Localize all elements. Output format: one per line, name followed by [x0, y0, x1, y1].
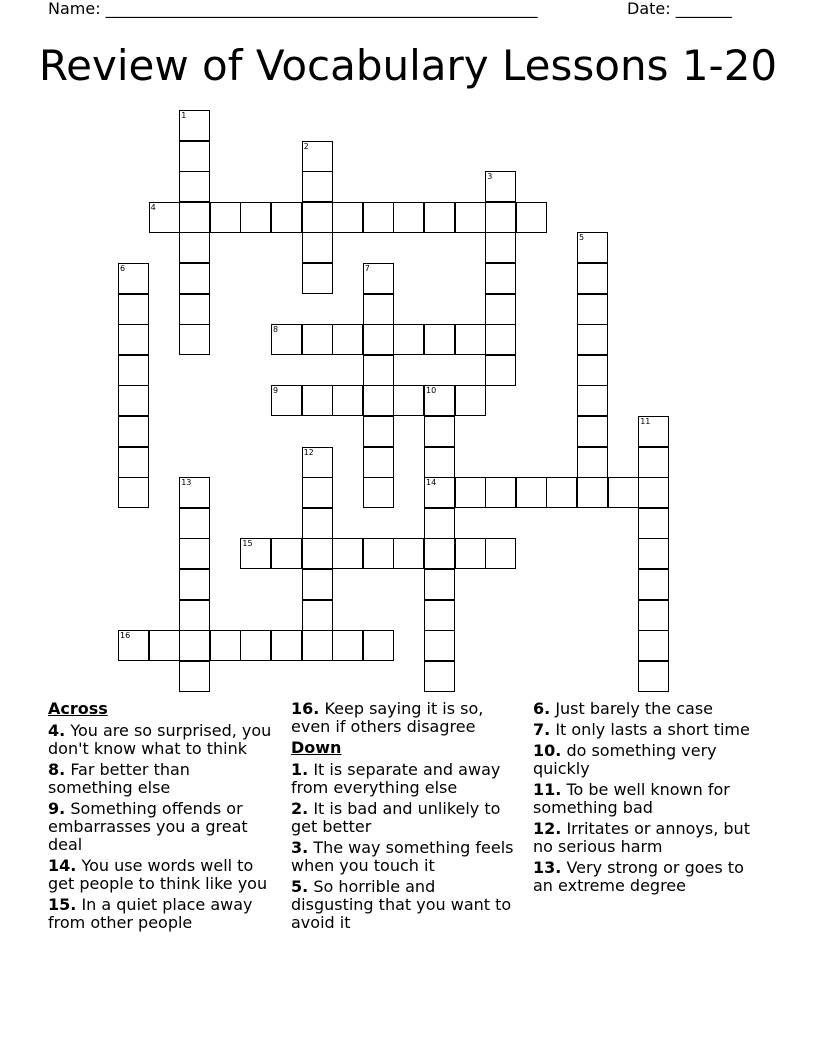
crossword-cell[interactable] [485, 232, 516, 263]
crossword-cell[interactable] [393, 538, 424, 569]
crossword-cell[interactable] [455, 324, 486, 355]
crossword-cell[interactable] [149, 202, 180, 233]
crossword-cell[interactable] [118, 630, 149, 661]
clue-down-6: 6. Just barely the case [533, 699, 714, 718]
crossword-cell[interactable] [363, 477, 394, 508]
clue-column-2 [291, 700, 521, 935]
clue-down-7: 7. It only lasts a short time [533, 720, 750, 739]
crossword-cell[interactable] [393, 202, 424, 233]
crossword-cell[interactable] [240, 538, 271, 569]
crossword-cell[interactable] [179, 538, 210, 569]
crossword-cell[interactable] [363, 538, 394, 569]
crossword-cell[interactable] [424, 447, 455, 478]
crossword-cell[interactable] [485, 171, 516, 202]
crossword-cell[interactable] [149, 630, 180, 661]
crossword-cell[interactable] [240, 202, 271, 233]
crossword-cell[interactable] [302, 232, 333, 263]
crossword-cell[interactable] [424, 324, 455, 355]
crossword-cell[interactable] [455, 538, 486, 569]
clue-number: 10 [426, 386, 437, 396]
crossword-cell[interactable] [638, 630, 669, 661]
crossword-cell[interactable] [638, 569, 669, 600]
crossword-cell[interactable] [118, 385, 149, 416]
clue-number: 5 [579, 233, 585, 243]
crossword-cell[interactable] [455, 477, 486, 508]
crossword-cell[interactable] [302, 569, 333, 600]
clue-across-16: 16. Keep saying it is so, even if others disagree [291, 699, 484, 736]
clue-down-3: 3. The way something feels when you touch it [291, 838, 514, 875]
crossword-cell[interactable] [363, 385, 394, 416]
crossword-cell[interactable] [424, 477, 455, 508]
crossword-cell[interactable] [363, 202, 394, 233]
crossword-cell[interactable] [332, 202, 363, 233]
clue-column-3 [533, 700, 763, 898]
clue-number: 11 [640, 417, 651, 426]
crossword-cell[interactable] [118, 263, 149, 294]
crossword-cell[interactable] [179, 294, 210, 325]
crossword-cell[interactable] [179, 569, 210, 600]
crossword-cell[interactable] [118, 294, 149, 325]
crossword-cell[interactable] [485, 202, 516, 233]
name-label: Name: ______________________________________________________ [48, 0, 538, 18]
crossword-cell[interactable] [577, 355, 608, 386]
crossword-cell[interactable] [179, 263, 210, 294]
clue-down-1: 1. It is separate and away from everything else [291, 760, 501, 797]
crossword-cell[interactable] [179, 324, 210, 355]
crossword-cell[interactable] [302, 171, 333, 202]
crossword-cell[interactable] [424, 385, 455, 416]
crossword-cell[interactable] [271, 538, 302, 569]
crossword-cell[interactable] [638, 538, 669, 569]
clue-down-10: 10. do something very quickly [533, 741, 717, 778]
crossword-cell[interactable] [179, 508, 210, 539]
crossword-cell[interactable] [638, 508, 669, 539]
crossword-cell[interactable] [118, 447, 149, 478]
clue-number: 15 [242, 539, 253, 549]
crossword-cell[interactable] [424, 508, 455, 539]
clue-number: 13 [181, 478, 192, 488]
crossword-cell[interactable] [485, 263, 516, 294]
crossword-cell[interactable] [179, 232, 210, 263]
date-label: Date: _______ [627, 0, 732, 18]
crossword-cell[interactable] [424, 416, 455, 447]
crossword-cell[interactable] [302, 202, 333, 233]
crossword-cell[interactable] [210, 202, 241, 233]
clue-down-12: 12. Irritates or annoys, but no serious harm [533, 819, 750, 856]
clue-number: 2 [303, 141, 309, 151]
crossword-cell[interactable] [179, 141, 210, 172]
crossword-cell[interactable] [485, 294, 516, 325]
clue-across-8: 8. Far better than something else [48, 760, 190, 797]
crossword-cell[interactable] [118, 477, 149, 508]
crossword-cell[interactable] [332, 324, 363, 355]
crossword-cell[interactable] [363, 324, 394, 355]
crossword-cell[interactable] [424, 630, 455, 661]
crossword-cell[interactable] [577, 477, 608, 508]
crossword-cell[interactable] [302, 508, 333, 539]
crossword-cell[interactable] [455, 385, 486, 416]
crossword-cell[interactable] [485, 324, 516, 355]
crossword-cell[interactable] [179, 600, 210, 631]
crossword-cell[interactable] [271, 202, 302, 233]
crossword-cell[interactable] [638, 477, 669, 508]
crossword-cell[interactable] [302, 263, 333, 294]
crossword-cell[interactable] [455, 202, 486, 233]
crossword-cell[interactable] [485, 538, 516, 569]
clue-down-2: 2. It is bad and unlikely to get better [291, 799, 501, 836]
crossword-cell[interactable] [302, 600, 333, 631]
crossword-cell[interactable] [638, 600, 669, 631]
clue-across-9: 9. Something offends or embarrasses you a great deal [48, 799, 248, 854]
crossword-cell[interactable] [302, 538, 333, 569]
crossword-cell[interactable] [638, 416, 669, 447]
crossword-cell[interactable] [546, 477, 577, 508]
crossword-cell[interactable] [118, 416, 149, 447]
crossword-cell[interactable] [363, 416, 394, 447]
crossword-cell[interactable] [638, 661, 669, 692]
crossword-cell[interactable] [118, 324, 149, 355]
crossword-cell[interactable] [577, 385, 608, 416]
crossword-cell[interactable] [179, 661, 210, 692]
crossword-cell[interactable] [424, 600, 455, 631]
crossword-cell[interactable] [302, 385, 333, 416]
crossword-cell[interactable] [485, 477, 516, 508]
across-heading: Across [48, 699, 108, 718]
down-heading: Down [291, 738, 342, 757]
crossword-cell[interactable] [302, 477, 333, 508]
crossword-cell[interactable] [577, 324, 608, 355]
clue-across-15: 15. In a quiet place away from other people [48, 895, 253, 932]
crossword-cell[interactable] [577, 416, 608, 447]
crossword-cell[interactable] [118, 355, 149, 386]
crossword-cell[interactable] [271, 324, 302, 355]
crossword-cell[interactable] [302, 141, 333, 172]
crossword-cell[interactable] [638, 447, 669, 478]
crossword-cell[interactable] [363, 630, 394, 661]
crossword-cell[interactable] [363, 294, 394, 325]
clue-number: 1 [181, 111, 187, 120]
page-title: Review of Vocabulary Lessons 1-20 [38, 41, 778, 90]
clue-number: 14 [426, 478, 437, 488]
crossword-cell[interactable] [332, 538, 363, 569]
crossword-cell[interactable] [577, 263, 608, 294]
crossword-cell[interactable] [424, 661, 455, 692]
crossword-cell[interactable] [393, 324, 424, 355]
clue-down-13: 13. Very strong or goes to an extreme degree [533, 858, 744, 895]
clue-down-11: 11. To be well known for something bad [533, 780, 730, 817]
crossword-cell[interactable] [179, 110, 210, 141]
clue-number: 3 [487, 172, 493, 182]
crossword-cell[interactable] [424, 569, 455, 600]
clue-across-4: 4. You are so surprised, you don't know what to think [48, 721, 272, 758]
crossword-cell[interactable] [179, 477, 210, 508]
crossword-cell[interactable] [516, 477, 547, 508]
crossword-cell[interactable] [577, 232, 608, 263]
crossword-cell[interactable] [332, 630, 363, 661]
clue-across-14: 14. You use words well to get people to think like you [48, 856, 268, 893]
crossword-cell[interactable] [363, 355, 394, 386]
crossword-cell[interactable] [271, 630, 302, 661]
crossword-cell[interactable] [393, 385, 424, 416]
clue-column-1 [48, 700, 278, 935]
crossword-cell[interactable] [179, 202, 210, 233]
clue-down-5: 5. So horrible and disgusting that you want to avoid it [291, 877, 512, 932]
clue-number: 8 [273, 325, 279, 335]
crossword-cell[interactable] [363, 447, 394, 478]
crossword-cell[interactable] [577, 447, 608, 478]
crossword-cell[interactable] [179, 171, 210, 202]
crossword-cell[interactable] [240, 630, 271, 661]
crossword-cell[interactable] [485, 355, 516, 386]
crossword-cell[interactable] [424, 202, 455, 233]
crossword-cell[interactable] [516, 202, 547, 233]
clue-number: 16 [120, 631, 131, 641]
crossword-cell[interactable] [608, 477, 639, 508]
crossword-cell[interactable] [302, 324, 333, 355]
clue-number: 4 [150, 202, 156, 212]
clue-number: 7 [364, 264, 370, 273]
crossword-cell[interactable] [210, 630, 241, 661]
crossword-cell[interactable] [302, 447, 333, 478]
clue-number: 6 [120, 264, 126, 273]
crossword-cell[interactable] [363, 263, 394, 294]
crossword-cell[interactable] [577, 294, 608, 325]
clue-number: 12 [303, 447, 314, 457]
crossword-cell[interactable] [424, 538, 455, 569]
crossword-cell[interactable] [179, 630, 210, 661]
clue-number: 9 [273, 386, 279, 396]
crossword-cell[interactable] [271, 385, 302, 416]
crossword-cell[interactable] [332, 385, 363, 416]
crossword-cell[interactable] [302, 630, 333, 661]
